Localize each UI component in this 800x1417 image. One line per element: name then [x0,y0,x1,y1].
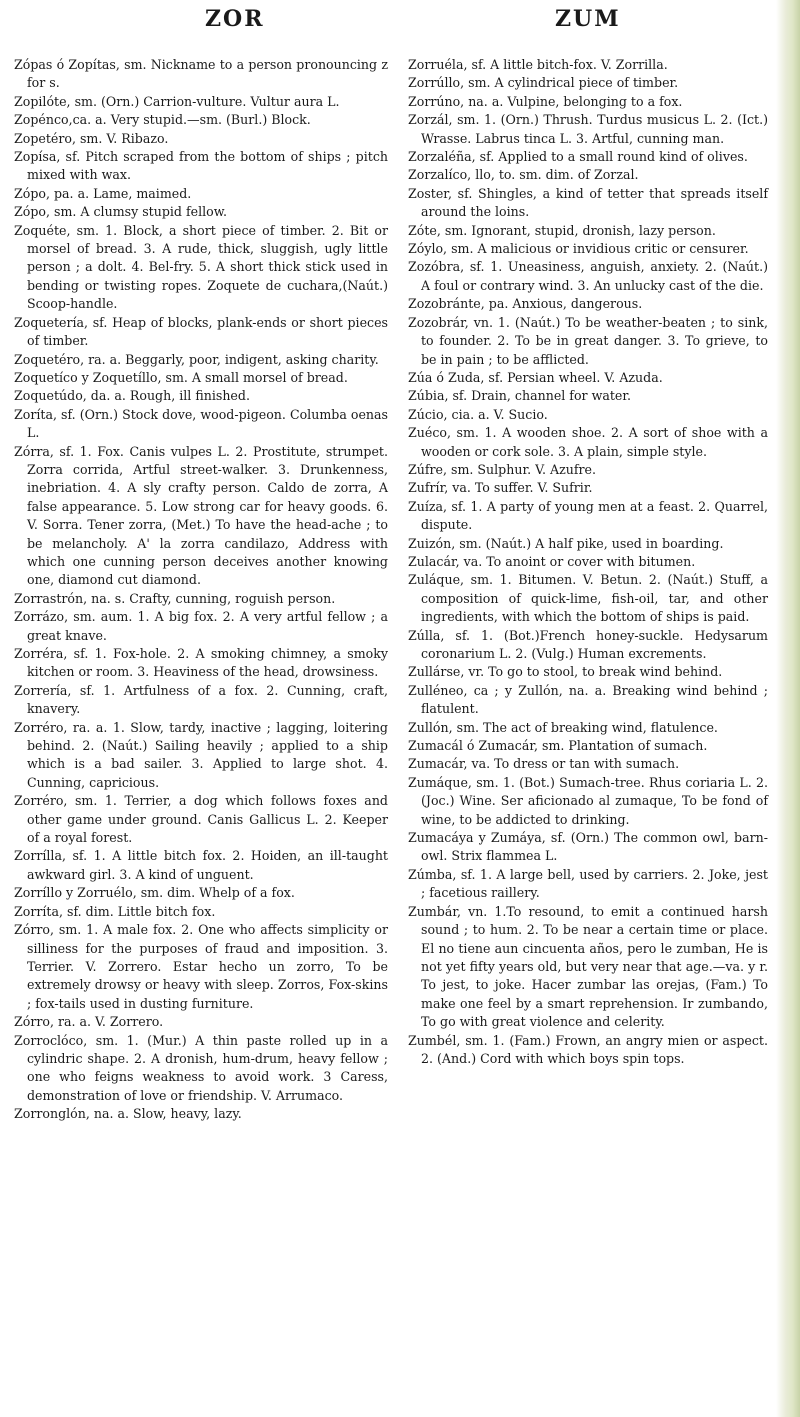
entry-headword: Zoríta, [14,406,57,422]
dictionary-entry [14,369,388,387]
entry-headword: Zumacáya y Zumáya, [408,830,546,846]
entry-headword: Zorrázo, [14,609,69,625]
entry-headword: Zorrílla, [14,848,66,864]
entry-headword: Zopetéro, [14,130,76,146]
entry-headword: Zozobránte, [408,296,485,312]
right-column [408,56,768,1068]
dictionary-entry [408,185,768,222]
entry-definition: ra. a. 1. Slow, tardy, inactive ; lagging, loitering behind. 2. (Naút.) Sailing heavily ; applied to a ship which is a bad sailer. 3. Applied to large shot. 4. Cunning, capricious. [27,719,388,790]
dictionary-entry [14,1013,388,1031]
dictionary-entry [408,369,768,387]
entry-definition: sf. (Orn.) The common owl, barn-owl. Strix flammea L. [421,830,768,864]
dictionary-entry [408,774,768,829]
entry-definition: sf. A little bitch-fox. V. Zorrilla. [467,57,668,72]
entry-definition: sm. 1. (Bot.) Sumach-tree. Rhus coriaria L. 2. (Joc.) Wine. Ser aficionado al zumaque, To be fond of wine, to be addicted to drinking. [421,774,768,827]
entry-definition: sf. Drain, channel for water. [448,388,632,404]
entry-definition: sm. dim. Whelp of a fox. [136,885,295,901]
dictionary-entry [408,535,768,553]
dictionary-entry [408,258,768,295]
entry-headword: Zorrastrón, [14,590,88,606]
page-header [0,6,800,46]
entry-definition: pa. a. Lame, maimed. [49,185,192,201]
entry-headword: Zorzalíco, llo, to. [408,167,516,183]
dictionary-entry [14,222,388,314]
entry-definition: sf. 1. Artfulness of a fox. 2. Cunning, craft, knavery. [27,682,388,717]
entry-definition: sf. Pitch scraped from the bottom of ships ; pitch mixed with wax. [27,149,388,183]
entry-headword: Zuizón, [408,535,456,551]
entry-headword: Zorrería, [14,682,72,698]
entry-headword: Zorréro, [14,793,68,809]
entry-headword: Zúmba, [408,866,457,882]
entry-headword: Zopénco,ca. [14,112,92,128]
entry-headword: Zorronglón, [14,1106,90,1122]
dictionary-entry [408,903,768,1032]
entry-definition: vn. 1. (Naút.) To be weather-beaten ; to sink, to founder. 2. To be in great danger. 3. To grieve, to be in pain ; to be afflicted. [421,314,768,367]
entry-definition: sf. 1. (Bot.)French honey-suckle. Hedysarum coronarium L. 2. (Vulg.) Human excrements. [421,627,768,661]
dictionary-entry [14,590,388,608]
dictionary-entry [408,461,768,479]
dictionary-entry [14,719,388,793]
dictionary-entry [14,921,388,1013]
dictionary-entry [14,130,388,148]
entry-headword: Zúfre, [408,461,447,477]
dictionary-entry [408,663,768,681]
entry-headword: Zúlla, [408,627,445,643]
dictionary-entry [408,1032,768,1069]
entry-definition: sm. 1. Bitumen. V. Betun. 2. (Naút.) Stuff, a composition of quick-lime, fish-oil, tar, and other ingredients, with which the bottom of ships is paid. [421,572,768,625]
dictionary-entry [408,295,768,313]
entry-definition: sf. 1. A large bell, used by carriers. 2. Joke, jest ; facetious raillery. [421,866,768,901]
dictionary-entry [14,884,388,902]
entry-headword: Zoquetéro, [14,351,85,367]
dictionary-entry [408,93,768,111]
entry-definition: a. Very stupid.—sm. (Burl.) Block. [91,112,311,128]
dictionary-entry [408,627,768,664]
dictionary-entry [408,406,768,424]
page-edge-shadow [776,0,800,1417]
dictionary-entry [408,866,768,903]
dictionary-entry [14,314,388,351]
dictionary-entry [408,74,768,92]
entry-definition: va. To anoint or cover with bitumen. [459,553,696,569]
entry-definition: pa. Anxious, dangerous. [484,296,643,312]
dictionary-entry [14,406,388,443]
entry-definition: sm. (Naút.) A half pike, used in boarding. [455,535,724,551]
entry-headword: Zumacár, [408,756,468,772]
entry-definition: vr. To go to stool, to break wind behind. [464,664,723,680]
entry-headword: Zufrír, [408,480,449,496]
entry-headword: Zópas ó Zopítas, [14,57,120,72]
entry-headword: Zorrúllo, [408,75,465,91]
entry-headword: Zoster, [408,185,452,201]
dictionary-entry [408,148,768,166]
dictionary-entry [408,755,768,773]
left-column [14,56,388,1124]
entry-headword: Zórra, [14,443,54,459]
entry-headword: Zorroclóco, [14,1032,88,1048]
dictionary-entry [14,645,388,682]
entry-headword: Zuéco, [408,425,451,441]
entry-definition: sf. Shingles, a kind of tetter that spreads itself around the loins. [421,185,768,220]
dictionary-entry [408,553,768,571]
dictionary-entry [408,424,768,461]
dictionary-entry [408,222,768,240]
entry-headword: Zumáque, [408,774,472,790]
entry-headword: Zóte, [408,222,441,238]
dictionary-entry [14,608,388,645]
dictionary-entry [408,498,768,535]
dictionary-entry [408,737,768,755]
entry-definition: sf. (Orn.) Stock dove, wood-pigeon. Columba oenas L. [27,406,388,441]
entry-definition: sm. (Orn.) Carrion-vulture. Vultur aura L. [70,93,340,109]
dictionary-entry [14,148,388,185]
entry-headword: Zúbia, [408,388,449,404]
entry-definition: na. s. Crafty, cunning, roguish person. [87,590,336,606]
entry-definition: sf. 1. Fox-hole. 2. A smoking chimney, a smoky kitchen or room. 3. Heaviness of the head, drowsiness. [27,646,388,680]
entry-headword: Zópo, [14,185,50,201]
entry-headword: Zulléneo, [408,682,468,698]
entry-headword: Zoquetíco y Zoquetíllo, [14,369,162,385]
entry-headword: Zullón, [408,719,453,735]
entry-headword: Zorríllo y Zorruélo, [14,885,137,901]
dictionary-entry [14,847,388,884]
entry-definition: sm. dim. of Zorzal. [515,167,639,183]
dictionary-entry [408,829,768,866]
entry-definition: da. a. Rough, ill finished. [86,388,250,404]
entry-headword: Zorréro, [14,719,68,735]
dictionary-entry [14,93,388,111]
entry-definition: sm. 1. A wooden shoe. 2. A sort of shoe with a wooden or cork sole. 3. A plain, simple style. [421,425,768,459]
entry-definition: sm. 1. (Orn.) Thrush. Turdus musicus L. 2. (Ict.) Wrasse. Labrus tinca L. 3. Artful, cunning man. [421,112,768,146]
entry-definition: sm. A malicious or invidious critic or censurer. [447,241,749,257]
entry-headword: Zópo, [14,204,50,220]
dictionary-entry [408,571,768,626]
entry-definition: ca ; y Zullón, na. a. Breaking wind behind ; flatulent. [421,682,768,717]
entry-headword: Zuláque, [408,572,465,588]
dictionary-entry [408,387,768,405]
entry-headword: Zóylo, [408,241,448,257]
entry-definition: na. a. Slow, heavy, lazy. [89,1106,242,1122]
dictionary-entry [14,111,388,129]
dictionary-entry [14,387,388,405]
entry-definition: vn. 1.To resound, to emit a continued harsh sound ; to hum. 2. To be near a certain time or place. El no tiene aun cincuenta años, pero le zumban, He is not yet fifty years old, but very near that age.—va. y r. To jest, to joke. Hacer zumbar las orejas, (Fam.) To make one feel by a smart reprehension. Ir zumbando, To go with great violence and celerity. [421,903,768,1030]
entry-definition: sm. 1. Terrier, a dog which follows foxes and other game under ground. Canis Gallicus L. 2. Keeper of a royal forest. [27,793,388,846]
entry-headword: Zorrúno, [408,93,465,109]
dictionary-entry [14,1032,388,1106]
entry-definition: sm. 1. (Fam.) Frown, an angry mien or aspect. 2. (And.) Cord with which boys spin tops. [421,1032,768,1066]
entry-headword: Zumbár, [408,903,462,919]
dictionary-entry [14,443,388,590]
entry-definition: ra. a. Beggarly, poor, indigent, asking charity. [84,351,379,367]
entry-headword: Zórro, [14,922,54,938]
entry-headword: Zórro, [14,1014,54,1030]
entry-definition: sf. Persian wheel. V. Azuda. [484,369,663,385]
entry-definition: sm. Plantation of sumach. [538,738,708,754]
dictionary-entry [408,240,768,258]
entry-definition: sf. dim. Little bitch fox. [62,903,216,919]
right-running-head: ZUM [555,6,621,32]
entry-definition: sm. 1. A male fox. 2. One who affects simplicity or silliness for the purposes of fraud and imposition. 3. Terrier. V. Zorrero. Estar hecho un zorro, To be extremely drowsy or heavy with sleep. Zorros, Fox-skins ; fox-tails used in dusting furniture. [27,922,388,1011]
entry-headword: Zozóbra, [408,259,465,275]
entry-headword: Zoquéte, [14,222,71,238]
entry-headword: Zorruéla, [408,57,468,72]
dictionary-entry [408,719,768,737]
dictionary-entry [408,111,768,148]
entry-definition: cia. a. V. Sucio. [447,406,548,422]
dictionary-entry [14,351,388,369]
entry-definition: sf. Applied to a small round kind of olives. [475,149,748,165]
entry-definition: sf. 1. Fox. Canis vulpes L. 2. Prostitute, strumpet. Zorra corrida, Artful street-walker. 3. Drunkenness, inebriation. 4. A sly crafty person. Caldo de zorra, A false appearance. 5. Low strong car for heavy goods. 6. V. Sorra. Tener zorra, (Met.) To have the head-ache ; to be melancholy. A' la zorra candilazo, Address with which one cunning person deceives another knowing one, diamond cut diamond. [27,443,388,588]
dictionary-entry [408,166,768,184]
entry-definition: sm. The act of breaking wind, flatulence. [452,719,718,735]
entry-definition: na. a. Vulpine, belonging to a fox. [464,93,683,109]
entry-definition: sm. A cylindrical piece of timber. [464,75,679,91]
entry-definition: sm. V. Ribazo. [75,130,169,146]
entry-definition: ra. a. V. Zorrero. [53,1014,164,1030]
entry-headword: Zorzaléña, [408,149,476,165]
entry-headword: Zullárse, [408,664,465,680]
entry-definition: va. To dress or tan with sumach. [467,756,680,772]
dictionary-entry [408,479,768,497]
entry-headword: Zumacál ó Zumacár, [408,738,539,754]
dictionary-entry [14,203,388,221]
dictionary-entry [14,682,388,719]
entry-headword: Zumbél, [408,1032,461,1048]
entry-headword: Zorríta, [14,903,63,919]
dictionary-entry [14,185,388,203]
entry-headword: Zopilóte, [14,93,71,109]
entry-definition: sm. 1. Block, a short piece of timber. 2. Bit or morsel of bread. 3. A rude, thick, sluggish, ugly little person ; a dolt. 4. Bel-fry. 5. A short thick stick used in bending or twisting ropes. Zoquete de cuchara,(Naút.) Scoop-handle. [27,222,388,312]
entry-headword: Zúa ó Zuda, [408,369,485,385]
entry-definition: sf. 1. A party of young men at a feast. 2. Quarrel, dispute. [421,498,768,533]
dictionary-entry [14,792,388,847]
entry-definition: sm. A clumsy stupid fellow. [49,204,228,220]
entry-definition: sm. 1. (Mur.) A thin paste rolled up in a cylindric shape. 2. A dronish, hum-drum, heavy fellow ; one who feigns weakness to avoid work. 3 Caress, demonstration of love or friendship. V. Arrumaco. [27,1032,388,1103]
entry-definition: sf. 1. Uneasiness, anguish, anxiety. 2. (Naút.) A foul or contrary wind. 3. An unlucky cast of the die. [421,259,768,293]
dictionary-entry [14,1105,388,1123]
entry-headword: Zuíza, [408,498,448,514]
entry-definition: sm. Nickname to a person pronouncing z for s. [27,57,388,91]
entry-definition: sm. Ignorant, stupid, dronish, lazy person. [440,222,716,238]
dictionary-entry [14,903,388,921]
dictionary-entry [408,56,768,74]
entry-headword: Zozobrár, [408,314,469,330]
entry-headword: Zorréra, [14,646,68,661]
entry-definition: sm. aum. 1. A big fox. 2. A very artful fellow ; a great knave. [27,609,388,643]
entry-headword: Zorzál, [408,112,453,128]
entry-definition: va. To suffer. V. Sufrir. [448,480,593,496]
entry-headword: Zulacár, [408,553,460,569]
entry-headword: Zoquetería, [14,314,89,330]
entry-definition: sm. Sulphur. V. Azufre. [447,461,596,477]
entry-definition: sf. 1. A little bitch fox. 2. Hoiden, an ill-taught awkward girl. 3. A kind of unguent. [27,848,388,882]
left-running-head: ZOR [205,6,265,32]
entry-definition: sf. Heap of blocks, plank-ends or short pieces of timber. [27,314,388,349]
dictionary-entry [408,314,768,369]
entry-definition: sm. A small morsel of bread. [161,369,348,385]
dictionary-entry [408,682,768,719]
dictionary-entry [14,56,388,93]
entry-headword: Zopísa, [14,149,61,165]
entry-headword: Zoquetúdo, [14,388,87,404]
entry-headword: Zúcio, [408,406,448,422]
